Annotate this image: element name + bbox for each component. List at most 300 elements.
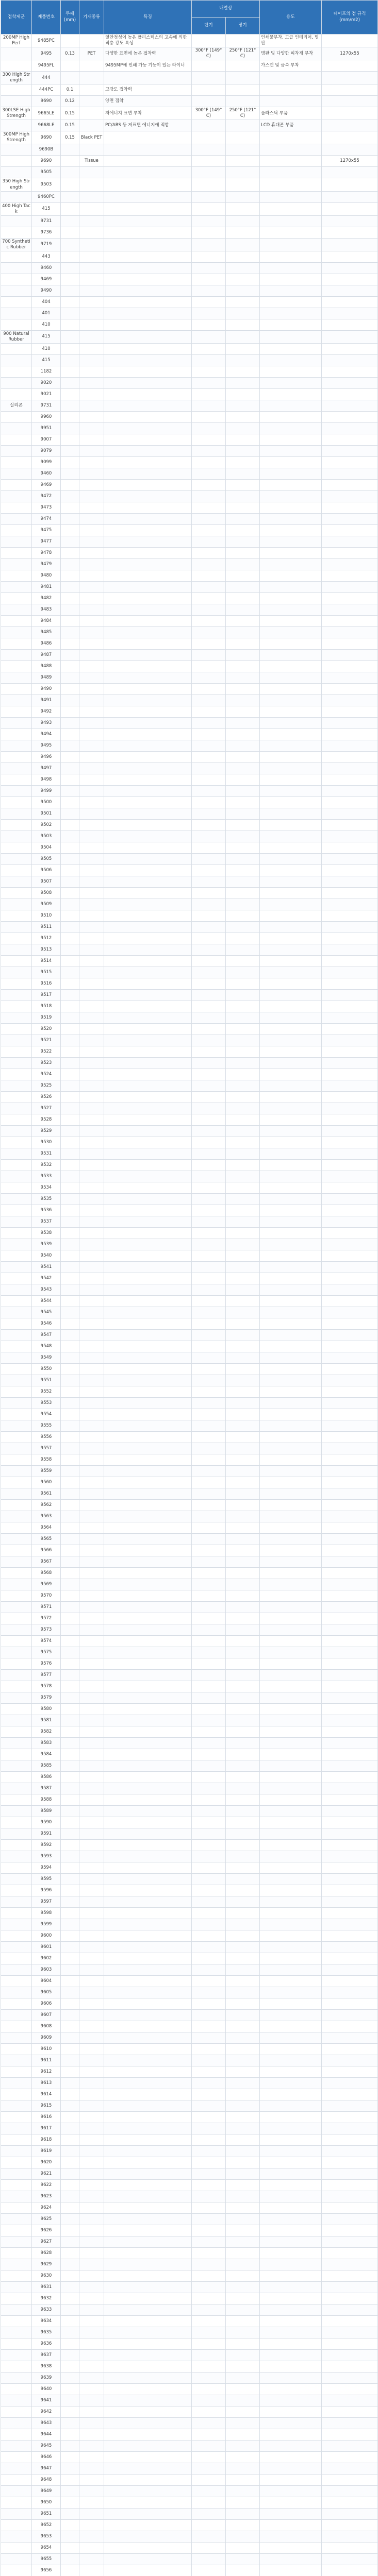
cell-usage: [260, 1318, 322, 1329]
cell-features: [104, 2247, 192, 2259]
cell-adhesive-group: [1, 649, 32, 660]
table-row: [1, 1998, 378, 2009]
table-row: [1, 366, 378, 377]
cell-product-number: 9506: [32, 865, 61, 876]
cell-short-term: [192, 649, 226, 660]
table-row: [1, 1352, 378, 1363]
cell-adhesive-group: [1, 2327, 32, 2338]
cell-thickness: [61, 202, 79, 215]
cell-tape-size: [322, 2123, 378, 2134]
cell-long-term: [226, 468, 260, 479]
cell-substrate: [79, 740, 104, 751]
table-row: [1, 35, 378, 47]
cell-substrate: [79, 2100, 104, 2111]
cell-product-number: 9623: [32, 2191, 61, 2202]
cell-tape-size: [322, 2213, 378, 2225]
cell-long-term: [226, 35, 260, 47]
cell-short-term: [192, 1295, 226, 1307]
cell-substrate: [79, 1193, 104, 1205]
cell-features: [104, 1567, 192, 1579]
cell-product-number: 9550: [32, 1363, 61, 1375]
cell-tape-size: [322, 626, 378, 638]
cell-product-number: 9510: [32, 910, 61, 921]
cell-long-term: [226, 262, 260, 274]
table-row: [1, 456, 378, 468]
cell-long-term: [226, 2021, 260, 2032]
cell-adhesive-group: [1, 2134, 32, 2145]
cell-long-term: [226, 144, 260, 156]
table-row: [1, 2213, 378, 2225]
cell-substrate: [79, 377, 104, 388]
table-row: [1, 2497, 378, 2508]
cell-adhesive-group: [1, 1250, 32, 1261]
cell-usage: [260, 1295, 322, 1307]
cell-substrate: [79, 1114, 104, 1125]
table-row: [1, 1420, 378, 1431]
cell-short-term: [192, 1590, 226, 1601]
cell-features: [104, 570, 192, 581]
cell-tape-size: [322, 831, 378, 842]
table-row: [1, 1091, 378, 1103]
cell-substrate: [79, 694, 104, 706]
cell-adhesive-group: [1, 1726, 32, 1737]
cell-short-term: [192, 1533, 226, 1545]
table-row: [1, 2519, 378, 2531]
cell-usage: [260, 2304, 322, 2315]
cell-usage: [260, 502, 322, 513]
cell-adhesive-group: [1, 47, 32, 60]
table-row: [1, 1647, 378, 1658]
table-row: [1, 2134, 378, 2145]
cell-adhesive-group: [1, 2315, 32, 2327]
cell-tape-size: [322, 1329, 378, 1341]
cell-usage: [260, 865, 322, 876]
cell-features: [104, 131, 192, 144]
cell-thickness: [61, 1125, 79, 1137]
cell-thickness: [61, 592, 79, 604]
cell-product-number: 9601: [32, 1941, 61, 1953]
cell-features: [104, 262, 192, 274]
cell-usage: [260, 536, 322, 547]
cell-short-term: 300°F (149°C): [192, 107, 226, 120]
cell-short-term: [192, 1454, 226, 1465]
cell-adhesive-group: [1, 2395, 32, 2406]
cell-long-term: [226, 1715, 260, 1726]
cell-adhesive-group: [1, 1522, 32, 1533]
cell-thickness: [61, 2565, 79, 2576]
cell-features: [104, 785, 192, 796]
table-row: [1, 1567, 378, 1579]
cell-substrate: [79, 343, 104, 354]
cell-thickness: [61, 1771, 79, 1783]
table-row: [1, 1726, 378, 1737]
table-row: [1, 1318, 378, 1329]
cell-short-term: [192, 330, 226, 343]
table-row: [1, 2191, 378, 2202]
cell-long-term: [226, 2315, 260, 2327]
cell-substrate: [79, 2157, 104, 2168]
cell-usage: [260, 1443, 322, 1454]
cell-long-term: [226, 1817, 260, 1828]
cell-long-term: [226, 899, 260, 910]
cell-substrate: [79, 227, 104, 238]
cell-tape-size: [322, 1420, 378, 1431]
table-row: [1, 1941, 378, 1953]
cell-usage: [260, 1941, 322, 1953]
table-row: [1, 1590, 378, 1601]
cell-usage: [260, 1919, 322, 1930]
cell-thickness: [61, 1091, 79, 1103]
cell-thickness: [61, 2531, 79, 2542]
cell-long-term: [226, 1851, 260, 1862]
cell-tape-size: [322, 2293, 378, 2304]
cell-adhesive-group: [1, 1295, 32, 1307]
cell-product-number: 410: [32, 319, 61, 330]
cell-substrate: [79, 1975, 104, 1987]
cell-product-number: 9541: [32, 1261, 61, 1273]
cell-adhesive-group: [1, 388, 32, 400]
cell-substrate: PET: [79, 47, 104, 60]
table-row: [1, 1375, 378, 1386]
cell-thickness: [61, 319, 79, 330]
cell-tape-size: [322, 1284, 378, 1295]
cell-thickness: [61, 2349, 79, 2361]
cell-adhesive-group: [1, 2089, 32, 2100]
cell-short-term: [192, 2395, 226, 2406]
table-row: [1, 1749, 378, 1760]
cell-long-term: [226, 2168, 260, 2179]
cell-substrate: [79, 1556, 104, 1567]
cell-long-term: [226, 1103, 260, 1114]
cell-substrate: [79, 144, 104, 156]
cell-tape-size: [322, 2066, 378, 2077]
cell-features: [104, 1601, 192, 1613]
cell-thickness: [61, 2032, 79, 2043]
table-row: [1, 1284, 378, 1295]
cell-long-term: [226, 1998, 260, 2009]
cell-usage: [260, 285, 322, 296]
cell-short-term: [192, 581, 226, 592]
cell-long-term: [226, 2338, 260, 2349]
cell-product-number: 9597: [32, 1896, 61, 1907]
cell-usage: [260, 2089, 322, 2100]
cell-features: [104, 853, 192, 865]
cell-thickness: [61, 1783, 79, 1794]
table-row: [1, 1057, 378, 1069]
table-row: [1, 1477, 378, 1488]
cell-substrate: [79, 1420, 104, 1431]
cell-features: 열안정성이 높은 폴리스틱스의 고속에 의한 적층 강도 특성: [104, 35, 192, 47]
cell-adhesive-group: [1, 156, 32, 167]
cell-long-term: [226, 1227, 260, 1239]
cell-usage: [260, 2406, 322, 2417]
cell-product-number: 9480: [32, 570, 61, 581]
cell-short-term: [192, 592, 226, 604]
cell-short-term: [192, 1431, 226, 1443]
cell-adhesive-group: [1, 774, 32, 785]
cell-substrate: [79, 2485, 104, 2497]
cell-usage: [260, 2383, 322, 2395]
table-row: [1, 876, 378, 887]
table-row: [1, 2043, 378, 2055]
cell-tape-size: [322, 2191, 378, 2202]
cell-adhesive-group: [1, 694, 32, 706]
cell-tape-size: [322, 1046, 378, 1057]
cell-usage: [260, 819, 322, 831]
cell-tape-size: [322, 989, 378, 1001]
cell-product-number: 415: [32, 354, 61, 366]
table-row: [1, 285, 378, 296]
cell-long-term: [226, 1250, 260, 1261]
cell-long-term: [226, 1318, 260, 1329]
cell-long-term: [226, 2519, 260, 2531]
cell-tape-size: [322, 1987, 378, 1998]
cell-usage: [260, 490, 322, 502]
cell-tape-size: [322, 1907, 378, 1919]
cell-features: PC/ABS 등 저표면 에너지에 적합: [104, 120, 192, 131]
cell-product-number: 9527: [32, 1103, 61, 1114]
cell-long-term: [226, 2055, 260, 2066]
cell-product-number: 9485PC: [32, 35, 61, 47]
cell-short-term: [192, 626, 226, 638]
cell-usage: [260, 1137, 322, 1148]
cell-features: [104, 2429, 192, 2440]
cell-thickness: [61, 1760, 79, 1771]
cell-substrate: [79, 1023, 104, 1035]
cell-substrate: [79, 167, 104, 178]
cell-product-number: 9543: [32, 1284, 61, 1295]
cell-usage: [260, 1386, 322, 1397]
cell-adhesive-group: [1, 490, 32, 502]
cell-tape-size: [322, 2451, 378, 2463]
table-row: [1, 1137, 378, 1148]
cell-long-term: [226, 967, 260, 978]
cell-adhesive-group: [1, 842, 32, 853]
cell-thickness: [61, 2145, 79, 2157]
cell-thickness: [61, 1522, 79, 1533]
cell-adhesive-group: [1, 1080, 32, 1091]
cell-features: [104, 2531, 192, 2542]
cell-short-term: [192, 1737, 226, 1749]
cell-usage: [260, 853, 322, 865]
cell-short-term: [192, 1012, 226, 1023]
cell-adhesive-group: [1, 1363, 32, 1375]
cell-adhesive-group: [1, 762, 32, 774]
cell-long-term: [226, 1273, 260, 1284]
cell-usage: [260, 2247, 322, 2259]
cell-thickness: [61, 2315, 79, 2327]
cell-adhesive-group: [1, 434, 32, 445]
cell-tape-size: [322, 944, 378, 955]
table-row: [1, 933, 378, 944]
cell-substrate: [79, 547, 104, 558]
cell-usage: [260, 1647, 322, 1658]
cell-tape-size: [322, 2531, 378, 2542]
table-row: [1, 626, 378, 638]
cell-thickness: [61, 1375, 79, 1386]
cell-features: [104, 490, 192, 502]
cell-product-number: 9545: [32, 1307, 61, 1318]
cell-long-term: [226, 581, 260, 592]
cell-thickness: [61, 1635, 79, 1647]
cell-substrate: [79, 2032, 104, 2043]
table-row: [1, 1295, 378, 1307]
cell-substrate: [79, 411, 104, 422]
table-row: [1, 694, 378, 706]
table-row: [1, 1533, 378, 1545]
cell-short-term: [192, 989, 226, 1001]
cell-adhesive-group: [1, 2485, 32, 2497]
cell-substrate: [79, 1998, 104, 2009]
cell-usage: [260, 1703, 322, 1715]
cell-short-term: [192, 1046, 226, 1057]
cell-features: [104, 156, 192, 167]
cell-substrate: [79, 1250, 104, 1261]
cell-short-term: [192, 1261, 226, 1273]
cell-thickness: [61, 2021, 79, 2032]
cell-thickness: [61, 2100, 79, 2111]
cell-features: [104, 592, 192, 604]
table-row: [1, 2553, 378, 2565]
cell-tape-size: [322, 96, 378, 107]
cell-usage: [260, 479, 322, 490]
cell-substrate: [79, 751, 104, 762]
cell-features: [104, 468, 192, 479]
cell-thickness: [61, 1839, 79, 1851]
cell-usage: [260, 167, 322, 178]
cell-adhesive-group: [1, 1012, 32, 1023]
cell-adhesive-group: [1, 2145, 32, 2157]
cell-long-term: [226, 1499, 260, 1511]
cell-features: [104, 751, 192, 762]
cell-usage: [260, 978, 322, 989]
cell-short-term: [192, 513, 226, 524]
cell-features: [104, 672, 192, 683]
cell-substrate: [79, 388, 104, 400]
cell-short-term: [192, 2225, 226, 2236]
table-row: [1, 1919, 378, 1930]
cell-adhesive-group: [1, 1193, 32, 1205]
cell-long-term: [226, 1477, 260, 1488]
cell-long-term: [226, 1035, 260, 1046]
cell-usage: [260, 2451, 322, 2463]
cell-tape-size: [322, 2406, 378, 2417]
cell-substrate: [79, 296, 104, 308]
cell-usage: [260, 388, 322, 400]
cell-long-term: [226, 1397, 260, 1409]
cell-tape-size: [322, 1919, 378, 1930]
cell-short-term: [192, 366, 226, 377]
cell-short-term: [192, 2270, 226, 2281]
cell-substrate: [79, 2508, 104, 2519]
cell-features: [104, 626, 192, 638]
cell-short-term: [192, 1375, 226, 1386]
cell-short-term: [192, 2372, 226, 2383]
cell-features: [104, 1556, 192, 1567]
cell-tape-size: [322, 422, 378, 434]
cell-features: [104, 944, 192, 955]
cell-tape-size: [322, 819, 378, 831]
table-row: [1, 434, 378, 445]
cell-adhesive-group: [1, 411, 32, 422]
cell-substrate: Tissue: [79, 156, 104, 167]
cell-tape-size: [322, 167, 378, 178]
cell-product-number: 9477: [32, 536, 61, 547]
cell-features: [104, 2417, 192, 2429]
cell-short-term: [192, 285, 226, 296]
cell-features: [104, 2395, 192, 2406]
cell-thickness: [61, 785, 79, 796]
cell-tape-size: [322, 615, 378, 626]
cell-features: [104, 1318, 192, 1329]
cell-product-number: 9620: [32, 2157, 61, 2168]
cell-tape-size: [322, 1647, 378, 1658]
cell-thickness: [61, 1409, 79, 1420]
cell-features: [104, 796, 192, 808]
table-row: [1, 2406, 378, 2417]
cell-thickness: [61, 1590, 79, 1601]
cell-thickness: [61, 2111, 79, 2123]
cell-substrate: [79, 319, 104, 330]
cell-usage: [260, 604, 322, 615]
cell-thickness: [61, 2372, 79, 2383]
cell-tape-size: [322, 434, 378, 445]
cell-adhesive-group: [1, 2463, 32, 2474]
cell-usage: [260, 2293, 322, 2304]
cell-short-term: [192, 2077, 226, 2089]
cell-product-number: 9486: [32, 638, 61, 649]
cell-long-term: [226, 1420, 260, 1431]
cell-product-number: 9548: [32, 1341, 61, 1352]
cell-product-number: 9558: [32, 1454, 61, 1465]
cell-usage: [260, 1182, 322, 1193]
cell-adhesive-group: [1, 2066, 32, 2077]
cell-short-term: [192, 308, 226, 319]
cell-short-term: [192, 251, 226, 262]
table-row: [1, 2327, 378, 2338]
table-row: [1, 1012, 378, 1023]
table-row: [1, 1692, 378, 1703]
cell-adhesive-group: [1, 1692, 32, 1703]
cell-tape-size: [322, 131, 378, 144]
cell-thickness: [61, 955, 79, 967]
cell-features: [104, 330, 192, 343]
cell-features: [104, 887, 192, 899]
cell-substrate: [79, 2519, 104, 2531]
cell-long-term: [226, 2440, 260, 2451]
cell-usage: [260, 1261, 322, 1273]
cell-short-term: [192, 1284, 226, 1295]
cell-substrate: [79, 262, 104, 274]
cell-features: [104, 2236, 192, 2247]
cell-thickness: [61, 570, 79, 581]
table-row: [1, 1148, 378, 1159]
cell-features: [104, 967, 192, 978]
cell-long-term: [226, 502, 260, 513]
table-row: [1, 1307, 378, 1318]
cell-product-number: 9626: [32, 2225, 61, 2236]
cell-long-term: [226, 683, 260, 694]
cell-usage: [260, 2213, 322, 2225]
cell-features: [104, 1023, 192, 1035]
col-substrate: 기재종류: [79, 1, 104, 35]
cell-usage: [260, 1171, 322, 1182]
cell-long-term: [226, 1488, 260, 1499]
cell-product-number: 9489: [32, 672, 61, 683]
cell-substrate: [79, 202, 104, 215]
cell-product-number: 9099: [32, 456, 61, 468]
cell-long-term: [226, 728, 260, 740]
